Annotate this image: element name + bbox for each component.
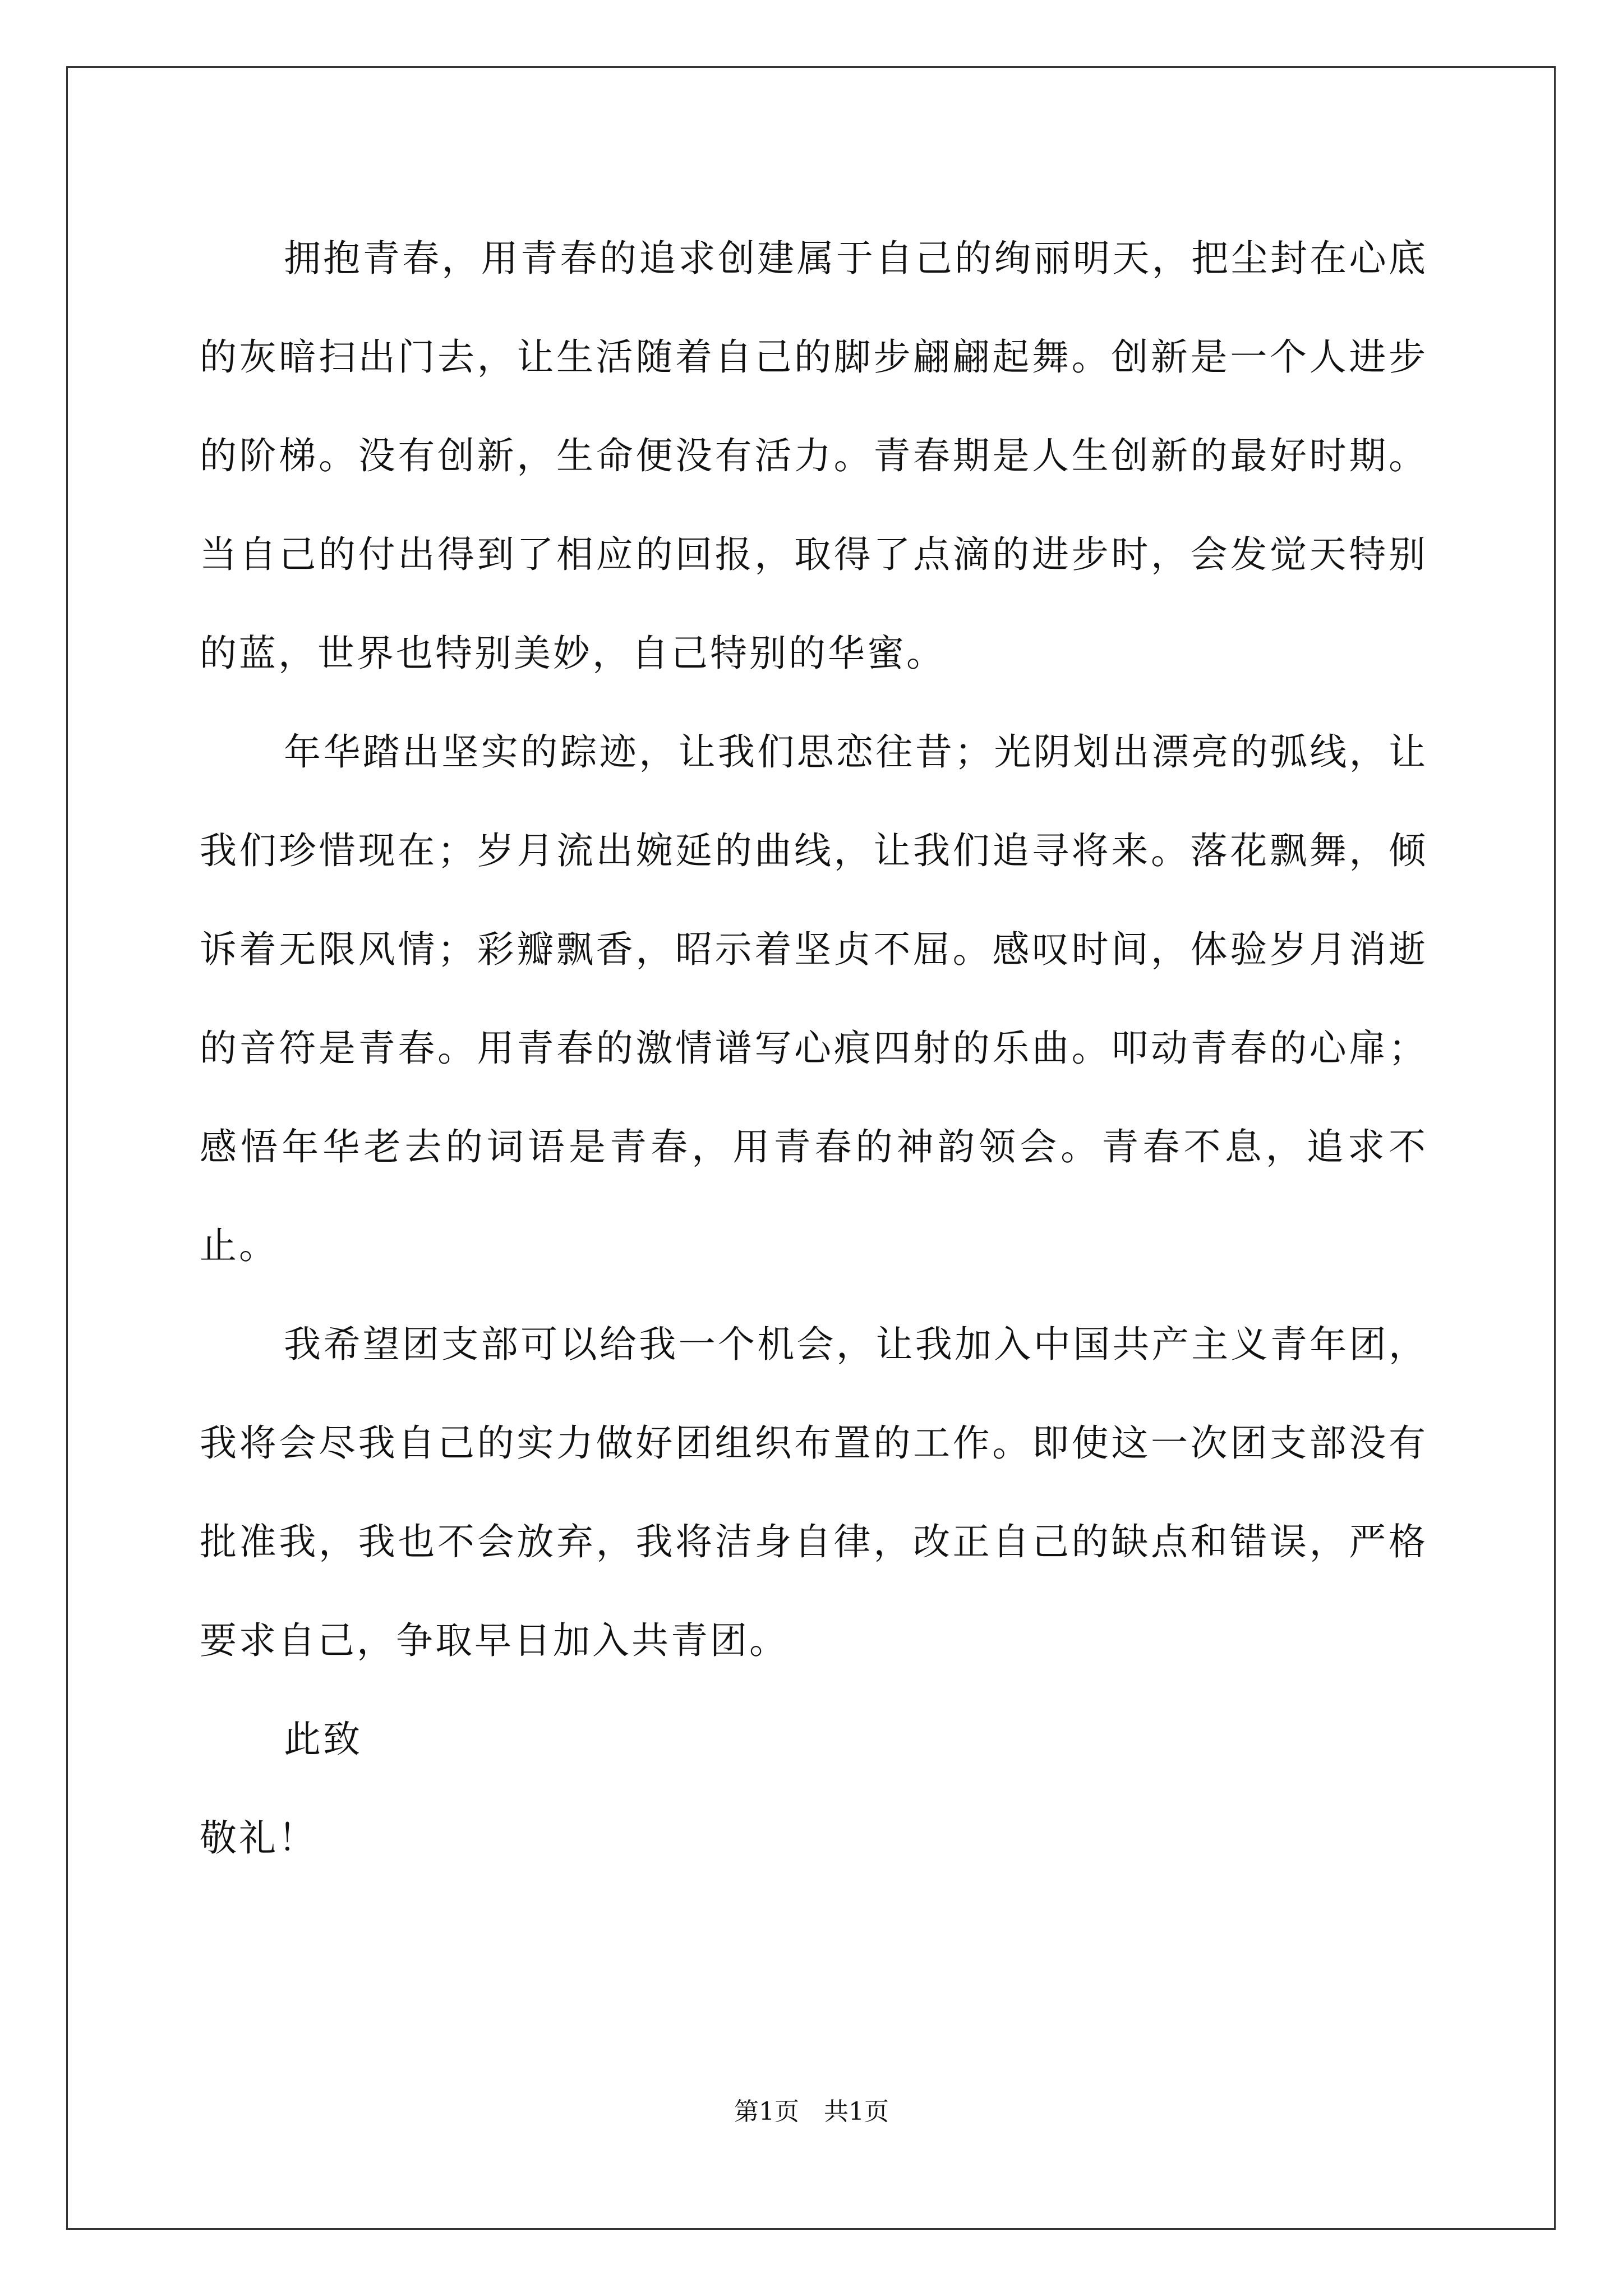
paragraph-2: 年华踏出坚实的踪迹，让我们思恋往昔；光阴划出漂亮的弧线，让我们珍惜现在；岁月流出婉延的曲线，让我们追寻将来。落花飘舞，倾诉着无限风情；彩瓣飘香，昭示着坚贞不屈。感叹时间，体验岁月消逝的音符是青春。用青春的激情谱写心痕四射的乐曲。叩动青春的心扉；感悟年华老去的词语是青春，用青春的神韵领会。青春不息，追求不止。 <box>200 730 1428 1267</box>
salutation-text: 敬礼！ <box>200 1816 317 1860</box>
document-body <box>200 209 1428 1888</box>
page-footer <box>0 2095 1623 2129</box>
page-number-label: 第1页 共1页 <box>734 2097 889 2126</box>
paragraph-3: 我希望团支部可以给我一个机会，让我加入中国共产主义青年团，我将会尽我自己的实力做好团组织布置的工作。即使这一次团支部没有批准我，我也不会放弃，我将洁身自律，改正自己的缺点和错误，严格要求自己，争取早日加入共青团。 <box>200 1323 1428 1662</box>
paragraph-1: 拥抱青春，用青春的追求创建属于自己的绚丽明天，把尘封在心底的灰暗扫出门去，让生活随着自己的脚步翩翩起舞。创新是一个人进步的阶梯。没有创新，生命便没有活力。青春期是人生创新的最好时期。当自己的付出得到了相应的回报，取得了点滴的进步时，会发觉天特别的蓝，世界也特别美妙，自己特别的华蜜。 <box>200 237 1428 675</box>
closing-text: 此致 <box>284 1718 362 1761</box>
